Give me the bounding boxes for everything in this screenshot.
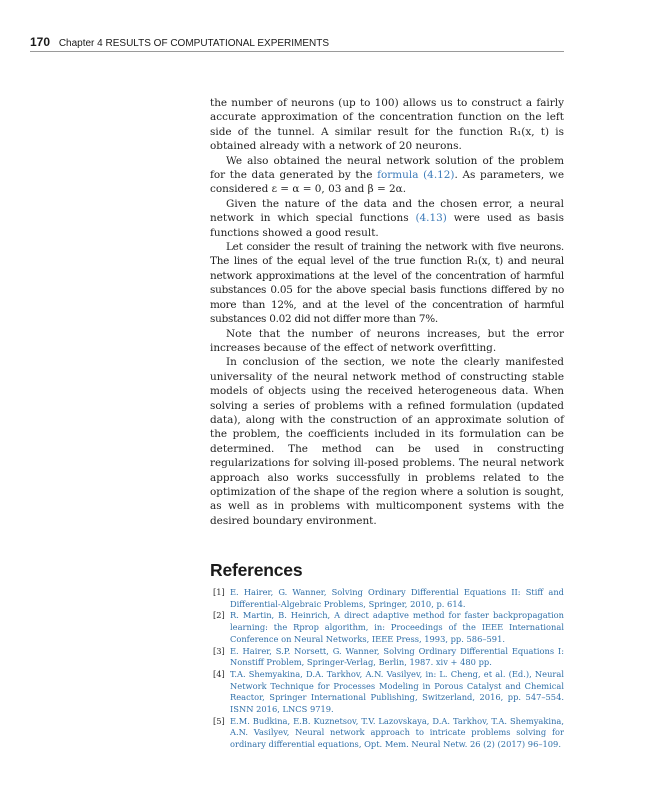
reference-number: [3] [213,645,225,656]
reference-text[interactable]: E. Hairer, G. Wanner, Solving Ordinary Differential Equations II: Stiff and Differential-Algebraic Problems, Springer, 2010, p. 614. [230,587,564,609]
reference-number: [1] [213,587,225,597]
paragraph-6: In conclusion of the section, we note the clearly manifested universality of the neural network method of constructing stable models of objects using the received heterogeneous data. When solving a series of problems with a refined formulation (updated data), along with the construction of an approximate solution of the problem, the coefficients included in its formulation can be determined. The method can be used in constructing regularizations for solving ill-posed problems. The neural network approach also works successfully in problems related to the optimization of the shape of the region where a solution is sought, as well as in problems with multicomponent systems with the desired boundary environment. [210,356,564,527]
reference-item[interactable] [213,587,564,610]
chapter-label: Chapter 4 [58,38,103,49]
chapter-title: RESULTS OF COMPUTATIONAL EXPERIMENTS [105,38,330,49]
paragraph-3-text-b: were used as basis functions showed a good result. [210,212,564,239]
reference-item[interactable] [213,669,564,716]
paragraph-2-text-a: We also obtained the neural network solution of the problem for the data generated by the [210,154,564,182]
formula-link[interactable]: formula (4.12) [377,169,455,182]
paragraph-3 [210,197,564,240]
running-header [30,35,564,52]
reference-item[interactable] [213,610,564,645]
reference-number: [5] [213,715,225,726]
reference-list [213,587,564,751]
reference-item[interactable] [213,646,564,669]
paragraph-2 [210,154,564,197]
paragraph-2-text-b: . As parameters, we considered ε = α = 0, 03 and β = 2α. [210,169,564,196]
reference-text[interactable]: E. Hairer, S.P. Norsett, G. Wanner, Solving Ordinary Differential Equations I: Nonstiff Problem, Springer-Verlag, Berlin, 1987. xiv + 480 pp. [230,645,564,668]
paragraph-5: Note that the number of neurons increases, but the error increases because of the effect of network overfitting. [210,327,564,354]
reference-item[interactable] [213,716,564,751]
paragraph-3-text-a: Given the nature of the data and the chosen error, a neural network in which special functions [210,197,564,225]
body-text [210,96,564,528]
paragraph-4: Let consider the result of training the network with five neurons. The lines of the equal level of the true function R₁(x, t) and neural network approximations at the level of the concentration of harmful substances 0.05 for the above special basis functions differed by no more than 12%, and at the level of the concentration of harmful substances 0.02 did not differ more than 7%. [210,241,564,326]
references-heading: References [210,560,303,580]
reference-number: [2] [213,610,225,621]
reference-text[interactable]: T.A. Shemyakina, D.A. Tarkhov, A.N. Vasilyev, in: L. Cheng, et al. (Ed.), Neural Network Technique for Processes Modeling in Porous Catalyst and Chemical Reactor, Springer International Publishing, Switzerland, 2016, pp. 547–554. ISNN 2016, LNCS 9719. [230,668,564,715]
reference-text[interactable]: R. Martin, B. Heinrich, A direct adaptive method for faster backpropagation learning: the Rprop algorithm, in: Proceedings of the IEEE International Conference on Neural Networks, IEEE Press, 1993, pp. 586–591. [230,610,564,644]
paragraph-1: the number of neurons (up to 100) allows us to construct a fairly accurate approximation of the concentration function on the left side of the tunnel. A similar result for the function R₁(x, t) is obtained already with a network of 20 neurons. [210,97,564,153]
equation-link[interactable]: (4.13) [415,212,447,225]
reference-text[interactable]: E.M. Budkina, E.B. Kuznetsov, T.V. Lazovskaya, D.A. Tarkhov, T.A. Shemyakina, A.N. Vasilyev, Neural network approach to intricate problems solving for ordinary differential equations, Opt. Mem. Neural Netw. 26 (2) (2017) 96–109. [230,715,564,750]
page-number: 170 [30,35,51,49]
reference-number: [4] [213,668,225,679]
